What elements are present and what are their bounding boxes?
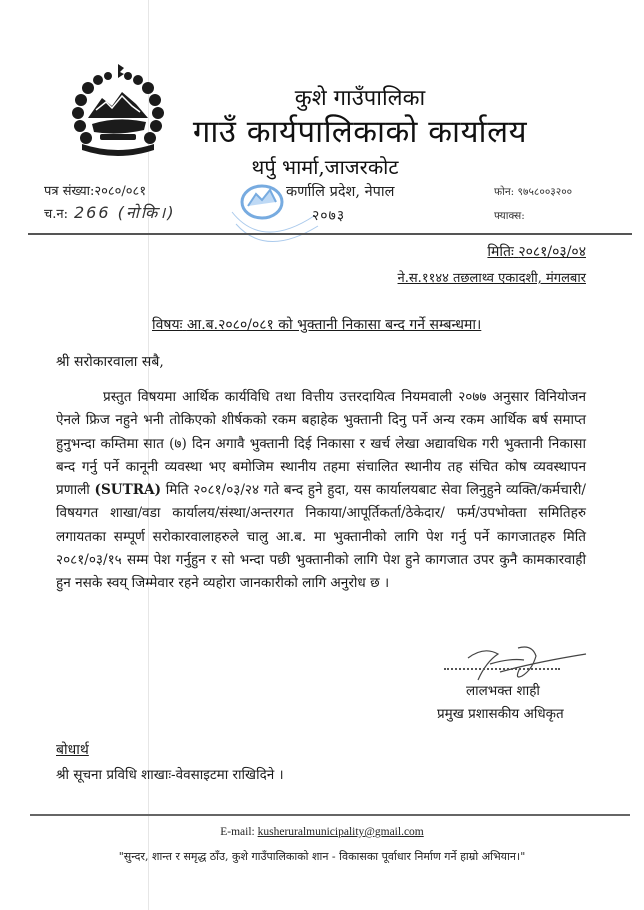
footer-email [0, 826, 644, 838]
municipality-name: कुशे गाउँपालिका [294, 86, 426, 111]
established-year: २०७३ [312, 208, 346, 224]
email-label: E-mail: [220, 826, 255, 838]
reference-number [44, 181, 146, 199]
date-label: मितिः [487, 244, 514, 260]
signature-line [444, 668, 560, 670]
reference-label: पत्र संख्या: [44, 184, 95, 199]
phone-label: फोन: [494, 186, 515, 198]
dispatch-value-handwritten: 266 (नोकि।) [73, 203, 176, 222]
footer-divider [30, 814, 630, 816]
letter-subject [152, 315, 481, 334]
letter-body [56, 386, 586, 596]
body-text-1: प्रस्तुत विषयमा आर्थिक कार्यविधि तथा वित्तीय उत्तरदायित्व नियमवाली २०७७ अनुसार विनियोजन ऐनले फ्रिज नहुने भनी तोकिएको शीर्षकको रकम बहाहेक भुक्तानी दिनु पर्ने अन्य रकम आर्थिक बर्ष समाप्त हुनुभन्दा कम्तिमा सात (७) दिन अगावै भुक्तानी दिई निकासा र खर्च लेखा अद्यावधिक गरी भुक्तानी निकासा बन्द गर्नु पर्ने कानूनी व्यवस्था भए बमोजिम स्थानीय तहमा संचालित स्थानीय तह संचित कोष व्यवस्थापन प्रणाली [56, 389, 586, 499]
dispatch-number [44, 201, 176, 223]
phone-number [494, 185, 572, 199]
dispatch-label: च.न: [44, 207, 68, 222]
fax-label: फ्याक्स: [494, 210, 525, 222]
letter-date [487, 242, 586, 261]
reference-value: २०८०/०८१ [94, 184, 147, 199]
government-emblem-logo [66, 58, 170, 162]
nepal-sambat-date: ने.स.११४४ तछलाथ्व एकादशी, मंगलबार [397, 271, 586, 286]
province-text: कर्णालि प्रदेश, नेपाल [286, 184, 395, 200]
emblem-icon [66, 58, 170, 162]
cc-item: श्री सूचना प्रविधि शाखाः-वेवसाइटमा राखिदिने । [56, 767, 284, 783]
cc-heading: बोधार्थ [56, 742, 89, 758]
body-sutra: (SUTRA) [94, 482, 162, 499]
phone-value: ९७५८००३२०० [517, 186, 573, 198]
body-text-2: मिति २०८१/०३/२४ गते बन्द हुने हुदा, यस कार्यालयबाट सेवा लिनुहुने व्यक्ति/कर्मचारी/विषयगत शाखा/वडा कार्यालय/संस्था/अन्तरगत निकाया/आपूर्तिकर्ता/ठेकेदार/ फर्म/उपभोक्ता समितिहरु लगायतका सम्पूर्ण सरोकारवालाहरुले चालु आ.ब. मा भुक्तानीको लागि पेश गर्नु पर्ने कागजातहरु मिति २०८१/०३/१५ सम्म पेश गर्नुहुन र सो भन्दा पछी भुक्तानीको लागि पेश हुने कागजात उपर कुनै कामकारवाही हुन नसके स्वय् जिम्मेवार रहने व्यहोरा जानकारीको लागि अनुरोध छ । [56, 482, 586, 592]
subject-text: आ.ब.२०८०/०८१ को भुक्तानी निकासा बन्द गर्ने सम्बन्धमा। [186, 317, 482, 333]
office-name: गाउँ कार्यपालिकाको कार्यालय [192, 114, 528, 150]
header-divider [28, 233, 632, 235]
salutation: श्री सरोकारवाला सबै, [56, 354, 164, 370]
email-link[interactable]: kusheruralmunicipality@gmail.com [257, 826, 424, 838]
signatory-title: प्रमुख प्रशासकीय अधिकृत [437, 706, 564, 722]
office-address: थर्पु भार्मा,जाजरकोट [251, 155, 399, 179]
footer-motto: "सुन्दर, शान्त र समृद्ध ठाँउ, कुशे गाउँपालिकाको शान - विकासका पूर्वाधार निर्माण गर्ने हाम्रो अभियान।" [118, 850, 526, 863]
signatory-name: लालभक्त शाही [466, 683, 540, 699]
subject-label: विषयः [152, 317, 183, 333]
date-value: २०८१/०३/०४ [518, 244, 586, 260]
